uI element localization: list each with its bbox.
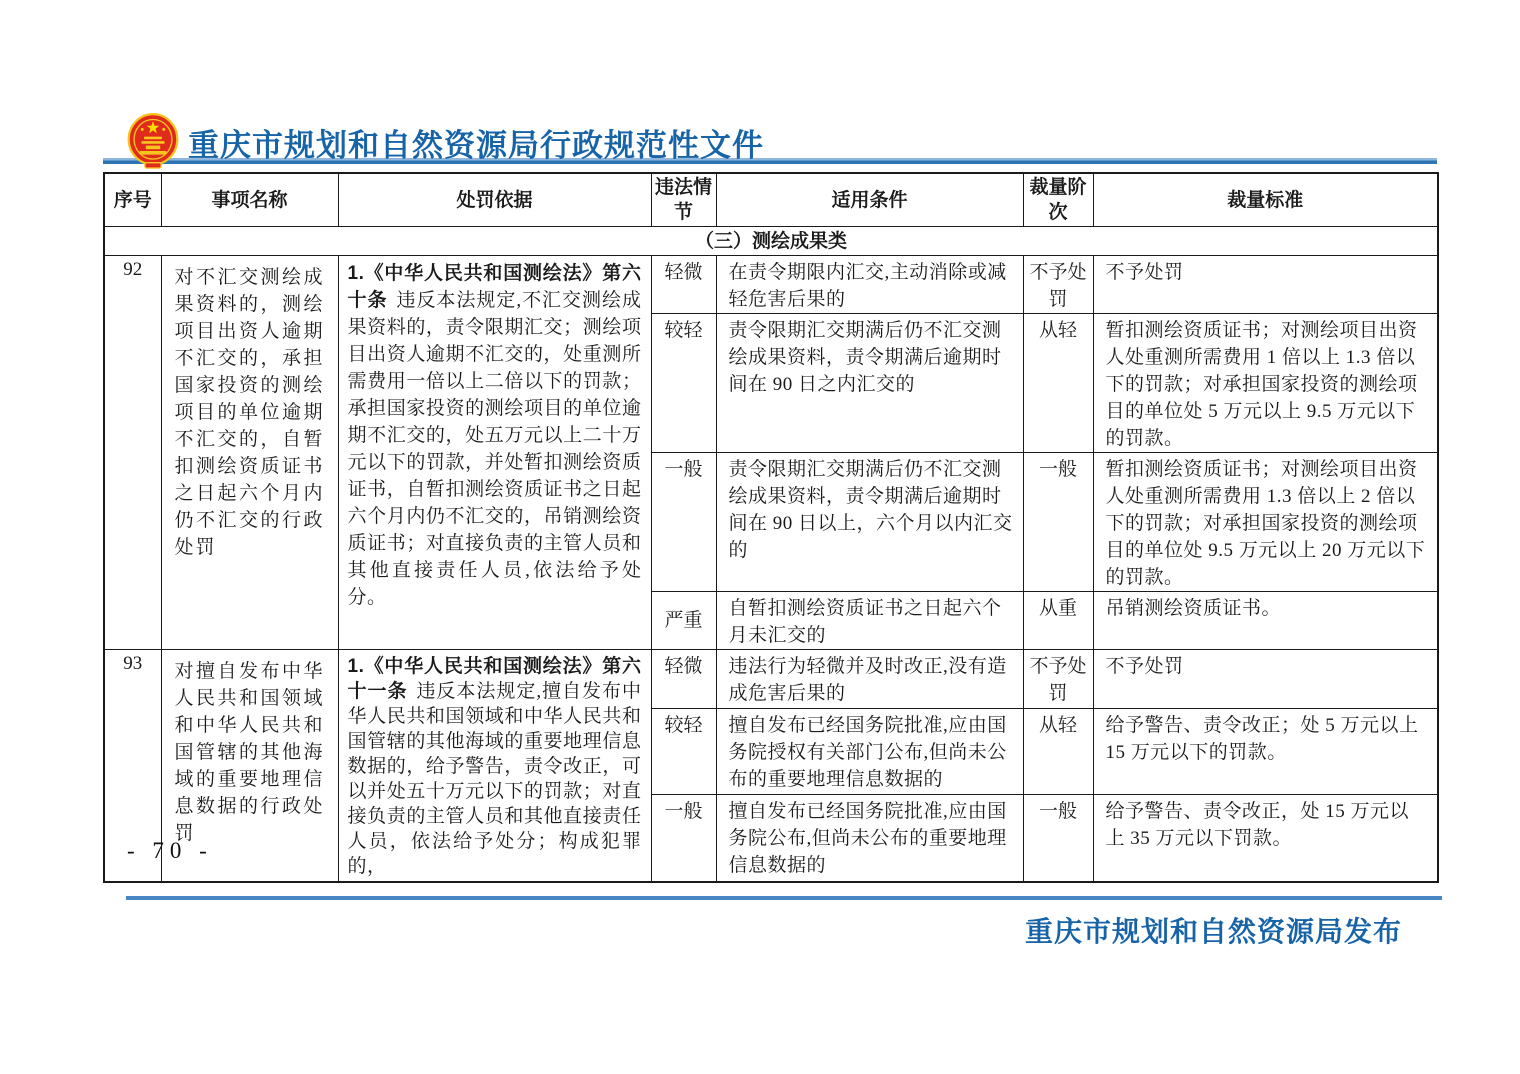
level-cell: 从重 xyxy=(1023,592,1093,650)
national-emblem-icon xyxy=(126,112,180,172)
penalty-basis-cell xyxy=(338,256,651,650)
doc-title: 重庆市规划和自然资源局行政规范性文件 xyxy=(188,127,764,163)
row-number: 92 xyxy=(104,256,161,650)
level-cell: 一般 xyxy=(1023,795,1093,882)
table-row xyxy=(104,650,1438,709)
standard-cell: 暂扣测绘资质证书；对测绘项目出资人处重测所需费用 1.3 倍以上 2 倍以下的罚款；对承担国家投资的测绘项目的单位处 9.5 万元以上 20 万元以下的罚款。 xyxy=(1093,453,1438,592)
section-row xyxy=(104,227,1438,256)
col-header-penalty-basis: 处罚依据 xyxy=(338,173,651,227)
condition-cell: 在责令期限内汇交,主动消除或减轻危害后果的 xyxy=(716,256,1023,314)
item-name-cell: 对不汇交测绘成果资料的，测绘项目出资人逾期不汇交的，承担国家投资的测绘项目的单位逾期不汇交的，自暂扣测绘资质证书之日起六个月内仍不汇交的行政处罚 xyxy=(161,256,338,650)
severity-cell: 较轻 xyxy=(651,314,716,453)
condition-cell: 责令限期汇交期满后仍不汇交测绘成果资料，责令期满后逾期时间在 90 日以上，六个月以内汇交的 xyxy=(716,453,1023,592)
document-header xyxy=(126,112,764,172)
severity-cell: 轻微 xyxy=(651,650,716,709)
col-header-discretion-standard: 裁量标准 xyxy=(1093,173,1438,227)
col-header-discretion-level: 裁量阶次 xyxy=(1023,173,1093,227)
col-header-applicable-condition: 适用条件 xyxy=(716,173,1023,227)
severity-cell: 较轻 xyxy=(651,708,716,794)
basis-law-title: 1.《中华人民共和国测绘法》第六十一条 xyxy=(347,656,642,702)
severity-cell: 一般 xyxy=(651,795,716,882)
basis-law-text: 违反本法规定,不汇交测绘成果资料的，责令限期汇交；测绘项目出资人逾期不汇交的，处重测所需费用一倍以上二倍以下的罚款；承担国家投资的测绘项目的单位逾期不汇交的，处五万元以上二十万元以下的罚款，并处暂扣测绘资质证书，自暂扣测绘资质证书之日起六个月内仍不汇交的，吊销测绘资质证书；对直接负责的主管人员和其他直接责任人员,依法给予处分。 xyxy=(347,290,642,608)
level-cell: 从轻 xyxy=(1023,314,1093,453)
severity-cell: 轻微 xyxy=(651,256,716,314)
row-number: 93 xyxy=(104,650,161,883)
publisher-label: 重庆市规划和自然资源局发布 xyxy=(1024,916,1402,947)
page-number: - 70 - xyxy=(127,838,213,863)
condition-cell: 自暂扣测绘资质证书之日起六个月未汇交的 xyxy=(716,592,1023,650)
standard-cell: 给予警告、责令改正；处 5 万元以上 15 万元以下的罚款。 xyxy=(1093,708,1438,794)
penalty-table xyxy=(103,172,1439,883)
item-name-cell: 对擅自发布中华人民共和国领域和中华人民共和国管辖的其他海域的重要地理信息数据的行政处罚 xyxy=(161,650,338,883)
basis-law-title: 1.《中华人民共和国测绘法》第六十条 xyxy=(347,263,642,311)
col-header-item-name: 事项名称 xyxy=(161,173,338,227)
standard-cell: 给予警告、责令改正，处 15 万元以上 35 万元以下罚款。 xyxy=(1093,795,1438,882)
condition-cell: 擅自发布已经国务院批准,应由国务院授权有关部门公布,但尚未公布的重要地理信息数据的 xyxy=(716,708,1023,794)
severity-cell: 严重 xyxy=(651,592,716,650)
col-header-no: 序号 xyxy=(104,173,161,227)
level-cell: 一般 xyxy=(1023,453,1093,592)
condition-cell: 擅自发布已经国务院批准,应由国务院公布,但尚未公布的重要地理信息数据的 xyxy=(716,795,1023,882)
standard-cell: 吊销测绘资质证书。 xyxy=(1093,592,1438,650)
standard-cell: 不予处罚 xyxy=(1093,650,1438,709)
section-header: （三）测绘成果类 xyxy=(104,227,1438,256)
footer-rule xyxy=(126,896,1442,900)
level-cell: 不予处罚 xyxy=(1023,256,1093,314)
standard-cell: 不予处罚 xyxy=(1093,256,1438,314)
table-row xyxy=(104,256,1438,314)
level-cell: 不予处罚 xyxy=(1023,650,1093,709)
table-header-row xyxy=(104,173,1438,227)
standard-cell: 暂扣测绘资质证书；对测绘项目出资人处重测所需费用 1 倍以上 1.3 倍以下的罚款；对承担国家投资的测绘项目的单位处 5 万元以上 9.5 万元以下的罚款。 xyxy=(1093,314,1438,453)
level-cell: 从轻 xyxy=(1023,708,1093,794)
col-header-violation-severity: 违法情节 xyxy=(651,173,716,227)
severity-cell: 一般 xyxy=(651,453,716,592)
basis-law-text: 违反本法规定,擅自发布中华人民共和国领域和中华人民共和国管辖的其他海域的重要地理信息数据的，给予警告，责令改正，可以并处五十万元以下的罚款；对直接负责的主管人员和其他直接责任人员，依法给予处分；构成犯罪的， xyxy=(347,681,642,877)
penalty-basis-cell xyxy=(338,650,651,883)
condition-cell: 责令限期汇交期满后仍不汇交测绘成果资料，责令期满后逾期时间在 90 日之内汇交的 xyxy=(716,314,1023,453)
condition-cell: 违法行为轻微并及时改正,没有造成危害后果的 xyxy=(716,650,1023,709)
